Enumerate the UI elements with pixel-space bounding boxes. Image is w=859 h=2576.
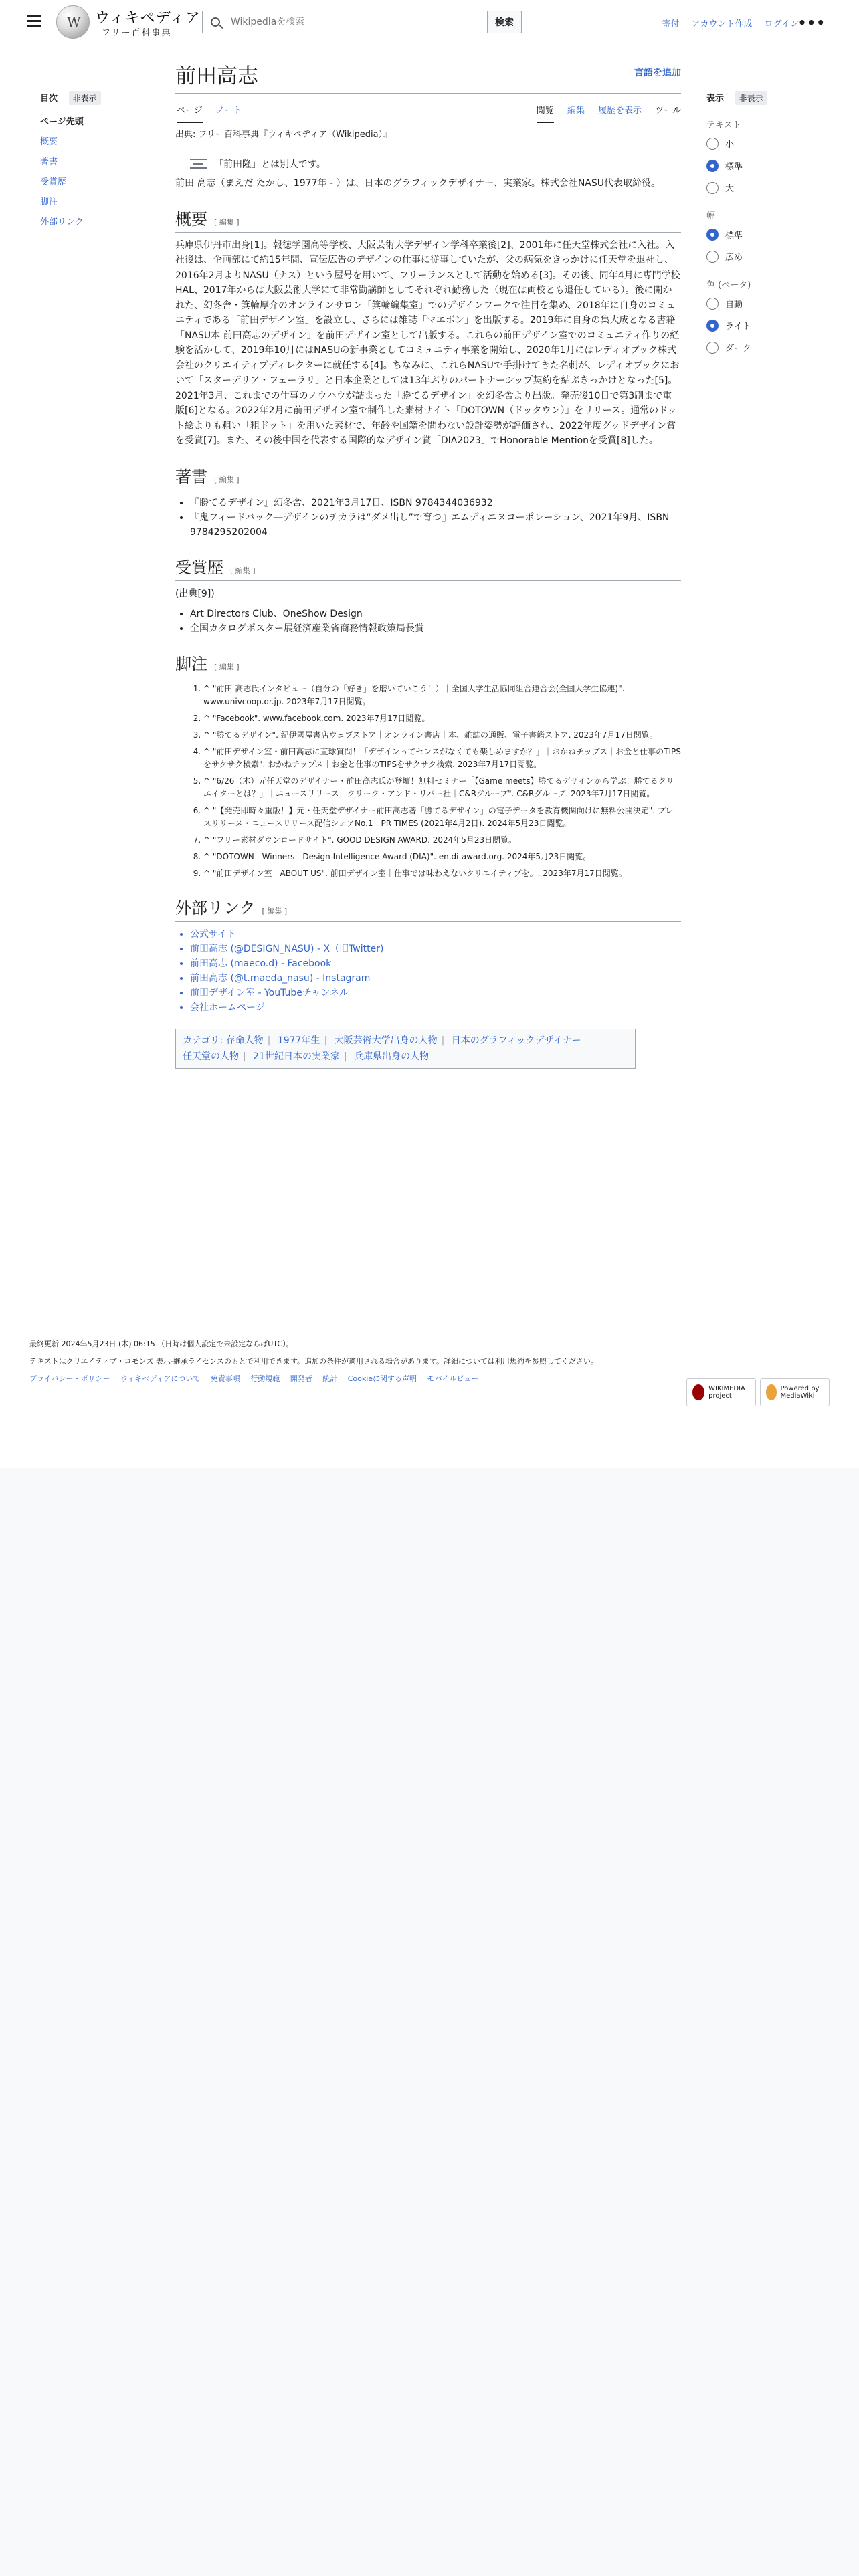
login-link[interactable]: ログイン: [764, 19, 799, 29]
create-account-link[interactable]: アカウント作成: [691, 19, 753, 29]
width-standard-radio[interactable]: 標準: [706, 228, 840, 241]
awards-source: (出典[9]): [175, 588, 215, 599]
list-item: • 全国カタログポスター展経済産業省商務情報政策局長賞: [190, 621, 681, 636]
reference-item: 3. ^ "勝てるデザイン". 紀伊國屋書店ウェブストア｜オンライン書店｜本、雑誌の通販、電子書籍ストア. 2023年7月17日閲覧。: [203, 729, 681, 742]
search-icon: [211, 17, 220, 27]
footer-link[interactable]: ウィキペディアについて: [120, 1374, 201, 1383]
reference-item: 4. ^ "前田デザイン室・前田高志に直球質問！「デザインってセンスがなくても楽しめますか？」｜おかねチップス｜お金と仕事のTIPSをサクサク検索". おかねチップス｜お金と仕事のTIPSをサクサク検索. 2023年7月17日閲覧。: [203, 746, 681, 771]
books-list: [175, 496, 681, 540]
reference-item: 5. ^ "6/26（木）元任天堂のデザイナー・前田高志氏が登壇！無料セミナー「【Game meets】勝てるデザインから学ぶ！勝てるクリエイターとは？」｜ニュースリリース｜クリーク・アンド・リバー社｜C&Rグループ". C&Rグループ. 2023年7月17日閲覧。: [203, 775, 681, 800]
category-link[interactable]: 兵庫県出身の人物: [354, 1051, 430, 1062]
last-edited: 最終更新 2024年5月23日 (木) 06:15 （日時は個人設定で未設定ならばUTC）。: [29, 1339, 294, 1348]
section-heading-overview: 概要 [ 編集 ]: [175, 206, 681, 233]
edit-link[interactable]: [ 編集 ]: [230, 566, 256, 575]
tab-read[interactable]: 閲覧: [537, 106, 554, 123]
tab-history[interactable]: 履歴を表示: [598, 106, 642, 116]
tab-page[interactable]: ページ: [177, 106, 203, 123]
footer-link[interactable]: 行動規範: [250, 1374, 280, 1383]
category-link[interactable]: 任天堂の人物: [183, 1051, 239, 1062]
external-links-list: [175, 927, 681, 1015]
donate-link[interactable]: 寄付: [662, 19, 680, 29]
edit-link[interactable]: [ 編集 ]: [214, 663, 240, 671]
section-heading-books: 著書 [ 編集 ]: [175, 463, 681, 490]
list-item: • 『鬼フィードバック―デザインのチカラは“ダメ出し”で育つ』エムディエヌコーポレーション、2021年9月、ISBN 9784295202004: [190, 510, 681, 540]
appearance-title: 表示: [706, 94, 725, 104]
footer: [29, 1327, 830, 1400]
category-link[interactable]: 日本のグラフィックデザイナー: [451, 1035, 581, 1046]
reference-item: 2. ^ "Facebook". www.facebook.com. 2023年7月17日閲覧。: [203, 712, 681, 725]
external-link[interactable]: • 前田高志 (maeco.d) - Facebook: [190, 956, 681, 971]
reference-item: 7. ^ "フリー素材ダウンロードサイト". GOOD DESIGN AWARD. 2024年5月23日閲覧。: [203, 834, 681, 847]
list-item: • 『勝てるデザイン』幻冬舎、2021年3月17日、ISBN 9784344036932: [190, 496, 681, 510]
external-link[interactable]: • 前田デザイン室 - YouTubeチャンネル: [190, 986, 681, 1000]
color-dark-radio[interactable]: ダーク: [706, 341, 840, 354]
logo-subtitle: フリー百科事典: [102, 28, 172, 38]
appearance-panel: [706, 91, 840, 368]
category-link[interactable]: 21世紀日本の実業家: [253, 1051, 340, 1062]
footer-link[interactable]: モバイルビュー: [427, 1374, 479, 1383]
toc-item-overview[interactable]: 概要: [40, 137, 58, 147]
toc-title: 目次: [40, 94, 58, 104]
edit-link[interactable]: [ 編集 ]: [214, 217, 240, 227]
external-link[interactable]: • 会社ホームページ: [190, 1000, 681, 1015]
wikimedia-badge[interactable]: WIKIMEDIA project: [686, 1378, 756, 1406]
add-language-button[interactable]: 言語を追加: [634, 68, 681, 78]
reference-item: 6. ^ "【発売即時々重版！】元・任天堂デザイナー前田高志著「勝てるデザイン」の電子データを教育機関向けに無料公開決定". プレスリリース・ニュースリリース配信シェアNo.1｜PR TIMES (2021年4月2日). 2024年5月23日閲覧。: [203, 804, 681, 830]
toc-hide-button[interactable]: 非表示: [69, 91, 101, 105]
reference-item: 8. ^ "DOTOWN - Winners - Design Intelligence Award (DIA)". en.di-award.org. 2024年5月23日閲覧。: [203, 851, 681, 863]
section-heading-awards: 受賞歴 [ 編集 ]: [175, 554, 681, 581]
category-box: カテゴリ: 存命人物 | 1977年生 | 大阪芸術大学出身の人物 | 日本のグラフィックデザイナー 任天堂の人物 | 21世紀日本の実業家 | 兵庫県出身の人物: [175, 1029, 636, 1069]
toc-item-links[interactable]: 外部リンク: [40, 217, 84, 227]
appearance-hide-button[interactable]: 非表示: [735, 91, 767, 105]
search-button[interactable]: 検索: [487, 11, 522, 33]
table-of-contents: [40, 91, 154, 237]
color-label: 色 (ベータ): [706, 280, 751, 290]
menu-icon[interactable]: [27, 15, 41, 27]
categories-label[interactable]: カテゴリ:: [183, 1035, 223, 1046]
mediawiki-badge[interactable]: Powered by MediaWiki: [760, 1378, 830, 1406]
external-link[interactable]: • 前田高志 (@t.maeda_nasu) - Instagram: [190, 971, 681, 986]
edit-link[interactable]: [ 編集 ]: [214, 475, 240, 484]
tab-tools[interactable]: ツール: [655, 106, 681, 116]
category-link[interactable]: 1977年生: [277, 1035, 320, 1046]
wikimedia-icon: [692, 1384, 704, 1400]
search-input[interactable]: [229, 11, 477, 33]
header: [0, 0, 859, 44]
mediawiki-icon: [766, 1384, 777, 1400]
width-label: 幅: [706, 211, 716, 221]
toc-item-top[interactable]: ページ先頭: [40, 117, 84, 127]
hatnote: [190, 157, 681, 171]
text-size-large-radio[interactable]: 大: [706, 181, 840, 194]
hatnote-text: 「前田隆」とは別人です。: [214, 159, 326, 170]
list-item: • Art Directors Club、OneShow Design: [190, 607, 681, 621]
reference-item: 9. ^ "前田デザイン室｜ABOUT US". 前田デザイン室｜仕事では味わえないクリエイティブを。. 2023年7月17日閲覧。: [203, 867, 681, 880]
width-wide-radio[interactable]: 広め: [706, 250, 840, 263]
awards-list: [175, 607, 681, 636]
wikipedia-globe-logo[interactable]: [56, 5, 90, 39]
edit-link[interactable]: [ 編集 ]: [262, 907, 288, 916]
footer-link[interactable]: プライバシー・ポリシー: [29, 1374, 110, 1383]
tab-edit[interactable]: 編集: [567, 106, 585, 116]
toc-item-awards[interactable]: 受賞歴: [40, 177, 67, 187]
toc-item-notes[interactable]: 脚注: [40, 197, 58, 207]
footer-link[interactable]: Cookieに関する声明: [347, 1374, 417, 1383]
category-link[interactable]: 存命人物: [225, 1035, 264, 1046]
page-tabs: [175, 94, 681, 120]
more-options-icon[interactable]: •••: [797, 15, 826, 31]
footer-link[interactable]: 統計: [322, 1374, 338, 1383]
tab-talk[interactable]: ノート: [215, 106, 242, 116]
source-line: 出典: フリー百科事典『ウィキペディア（Wikipedia）』: [175, 130, 392, 140]
toc-item-books[interactable]: 著書: [40, 157, 58, 167]
reference-item: 1. ^ "前田 高志氏インタビュー（自分の「好き」を磨いていこう！）｜全国大学生活協同組合連合会(全国大学生協連)". www.univcoop.or.jp. 2023年7月17日閲覧。: [203, 683, 681, 708]
external-link[interactable]: • 公式サイト: [190, 927, 681, 942]
search-box: [202, 11, 488, 33]
page-title: 前田高志: [175, 59, 681, 94]
overview-paragraph: 兵庫県伊丹市出身[1]。報徳学園高等学校、大阪芸術大学デザイン学科卒業後[2]、2001年に任天堂株式会社に入社。入社後は、企画部にて約15年間、宣伝広告のデザインの仕事に従事していたが、父の病気をきっかけに任天堂を退社し、2016年2月よりNASU（ナス）という屋号を用いて、フリーランスとして活動を始める[3]。その後、同年4月に専門学校HAL、2017年からは大阪芸術大学にて非常勤講師としてそれぞれ勤務した（現在は両校とも退任している）。後に開かれた、幻冬舎・箕輪厚介のオンラインサロン「箕輪編集室」でのデザインワークで注目を集め、2018年に自身のコミュニティである「前田デザイン室」を設立し、さらには雑誌「マエボン」を出版する。2019年に自身の集大成となる書籍「NASU本 前田高志のデザイン」を前田デザイン室として出版する。これらの前田デザイン室でのコミュニティ作りの経験を活かして、2019年10月にはNASUの新事業としてコミュニティ事業を開始し、2020年1月にはレディオブック株式会社のクリエイティブディレクターに就任する[4]。ちなみに、これらNASUで手掛けてきた名刺が、レディオブックにおいて「スターデリア・フェーラリ」と日本企業としては13年ぶりのパートナーシップ契約を結ぶきっかけとなった[5]。2021年3月、これまでの仕事のノウハウが詰まった「勝てるデザイン」を幻冬舎より出版。発売後10日で第3刷まで重版[6]となる。2022年2月に前田デザイン室で制作した素材サイト「DOTOWN（ドッタウン）」をリリース。通常のドット絵よりも粗い「粗ドット」を用いた素材で、年齢や国籍を問わない設計姿勢が評価され、2022年度グッドデザイン賞を受賞[7]。また、その後中国を代表する国際的なデザイン賞「DIA2023」でHonorable Mentionを受賞[8]した。: [175, 239, 680, 446]
section-heading-links: 外部リンク [ 編集 ]: [175, 895, 681, 922]
references-list: [175, 683, 681, 880]
external-link[interactable]: • 前田高志 (@DESIGN_NASU) - X（旧Twitter): [190, 942, 681, 956]
color-light-radio[interactable]: ライト: [706, 319, 840, 332]
article-content: [175, 59, 681, 1069]
logo-title[interactable]: ウィキペディア: [95, 10, 201, 27]
disambiguation-icon: [190, 159, 207, 169]
color-auto-radio[interactable]: 自動: [706, 297, 840, 310]
category-link[interactable]: 大阪芸術大学出身の人物: [334, 1035, 438, 1046]
footer-link[interactable]: 開発者: [290, 1374, 312, 1383]
lead-paragraph: 前田 高志（まえだ たかし、1977年 - ）は、日本のグラフィックデザイナー、実業家。株式会社NASU代表取締役。: [175, 178, 661, 189]
user-links: [652, 17, 799, 29]
section-heading-notes: 脚注 [ 編集 ]: [175, 651, 681, 677]
text-size-small-radio[interactable]: 小: [706, 137, 840, 150]
license-text: テキストはクリエイティブ・コモンズ 表示-継承ライセンスのもとで利用できます。追加の条件が適用される場合があります。詳細については利用規約を参照してください。: [29, 1357, 598, 1366]
text-size-label: テキスト: [706, 120, 741, 130]
text-size-standard-radio[interactable]: 標準: [706, 159, 840, 172]
footer-link[interactable]: 免責事項: [210, 1374, 240, 1383]
